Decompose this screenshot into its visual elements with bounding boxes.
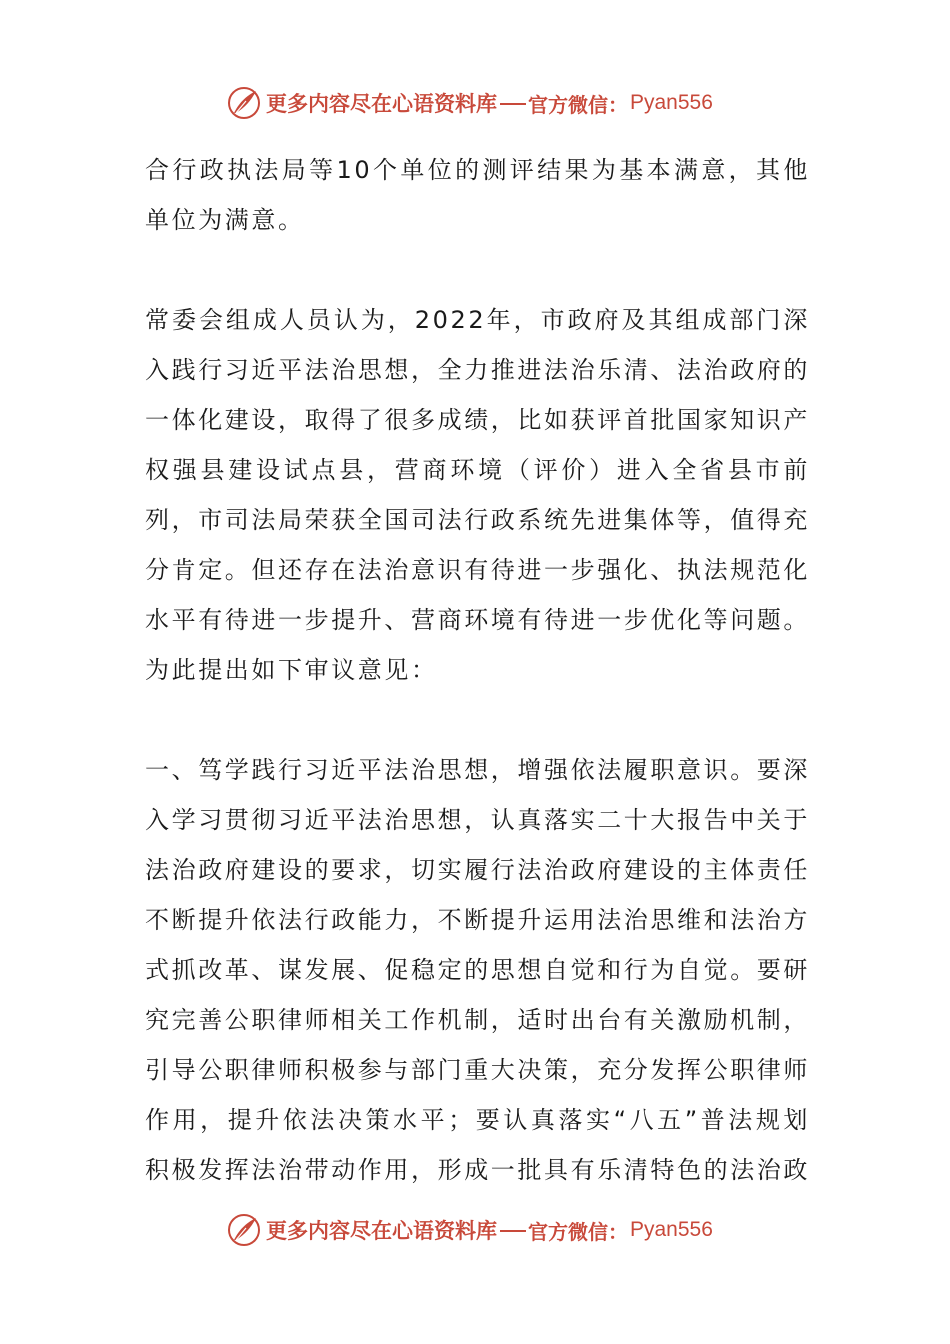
divider-dash — [500, 1230, 526, 1232]
brand-text: 更多内容尽在心语资料库 — [266, 91, 497, 116]
paragraph: 一、笃学践行习近平法治思想，增强依法履职意识。要深入学习贯彻习近平法治思想，认真落实二十大报告中关于法治政府建设的要求，切实履行法治政府建设的主体责任不断提升依法行政能力，不断提升运用法治思维和法治方式抓改革、谋发展、促稳定的思想自觉和行为自觉。要研究完善公职律师相关工作机制，适时出台有关激励机制，引导公职律师积极参与部门重大决策，充分发挥公职律师作用，提升依法决策水平；要认真落实“八五”普法规划积极发挥法治带动作用，形成一批具有乐清特色的法治政 — [145, 756, 810, 1184]
paragraph: 常委会组成人员认为，2022年，市政府及其组成部门深入践行习近平法治思想，全力推进法治乐清、法治政府的一体化建设，取得了很多成绩，比如获评首批国家知识产权强县建设试点县，营商环境（评价）进入全省县市前列，市司法局荣获全国司法行政系统先进集体等，值得充分肯定。但还存在法治意识有待进一步强化、执法规范化水平有待进一步提升、营商环境有待进一步优化等问题。为此提出如下审议意见： — [145, 306, 810, 684]
paragraph-gap — [145, 245, 810, 295]
paragraph: 合行政执法局等10个单位的测评结果为基本满意，其他单位为满意。 — [145, 156, 810, 234]
wechat-id: Pyan556 — [630, 91, 713, 114]
divider-dash — [500, 103, 526, 105]
header-banner — [226, 83, 713, 123]
brand-text: 更多内容尽在心语资料库 — [266, 1218, 497, 1243]
quill-pen-logo-icon — [226, 1212, 262, 1248]
wechat-label: 官方微信： — [528, 1219, 628, 1244]
paragraph-gap — [145, 695, 810, 745]
document-body — [145, 145, 810, 1195]
footer-banner — [226, 1210, 713, 1250]
quill-pen-logo-icon — [226, 85, 262, 121]
wechat-label: 官方微信： — [528, 92, 628, 117]
wechat-id: Pyan556 — [630, 1218, 713, 1241]
